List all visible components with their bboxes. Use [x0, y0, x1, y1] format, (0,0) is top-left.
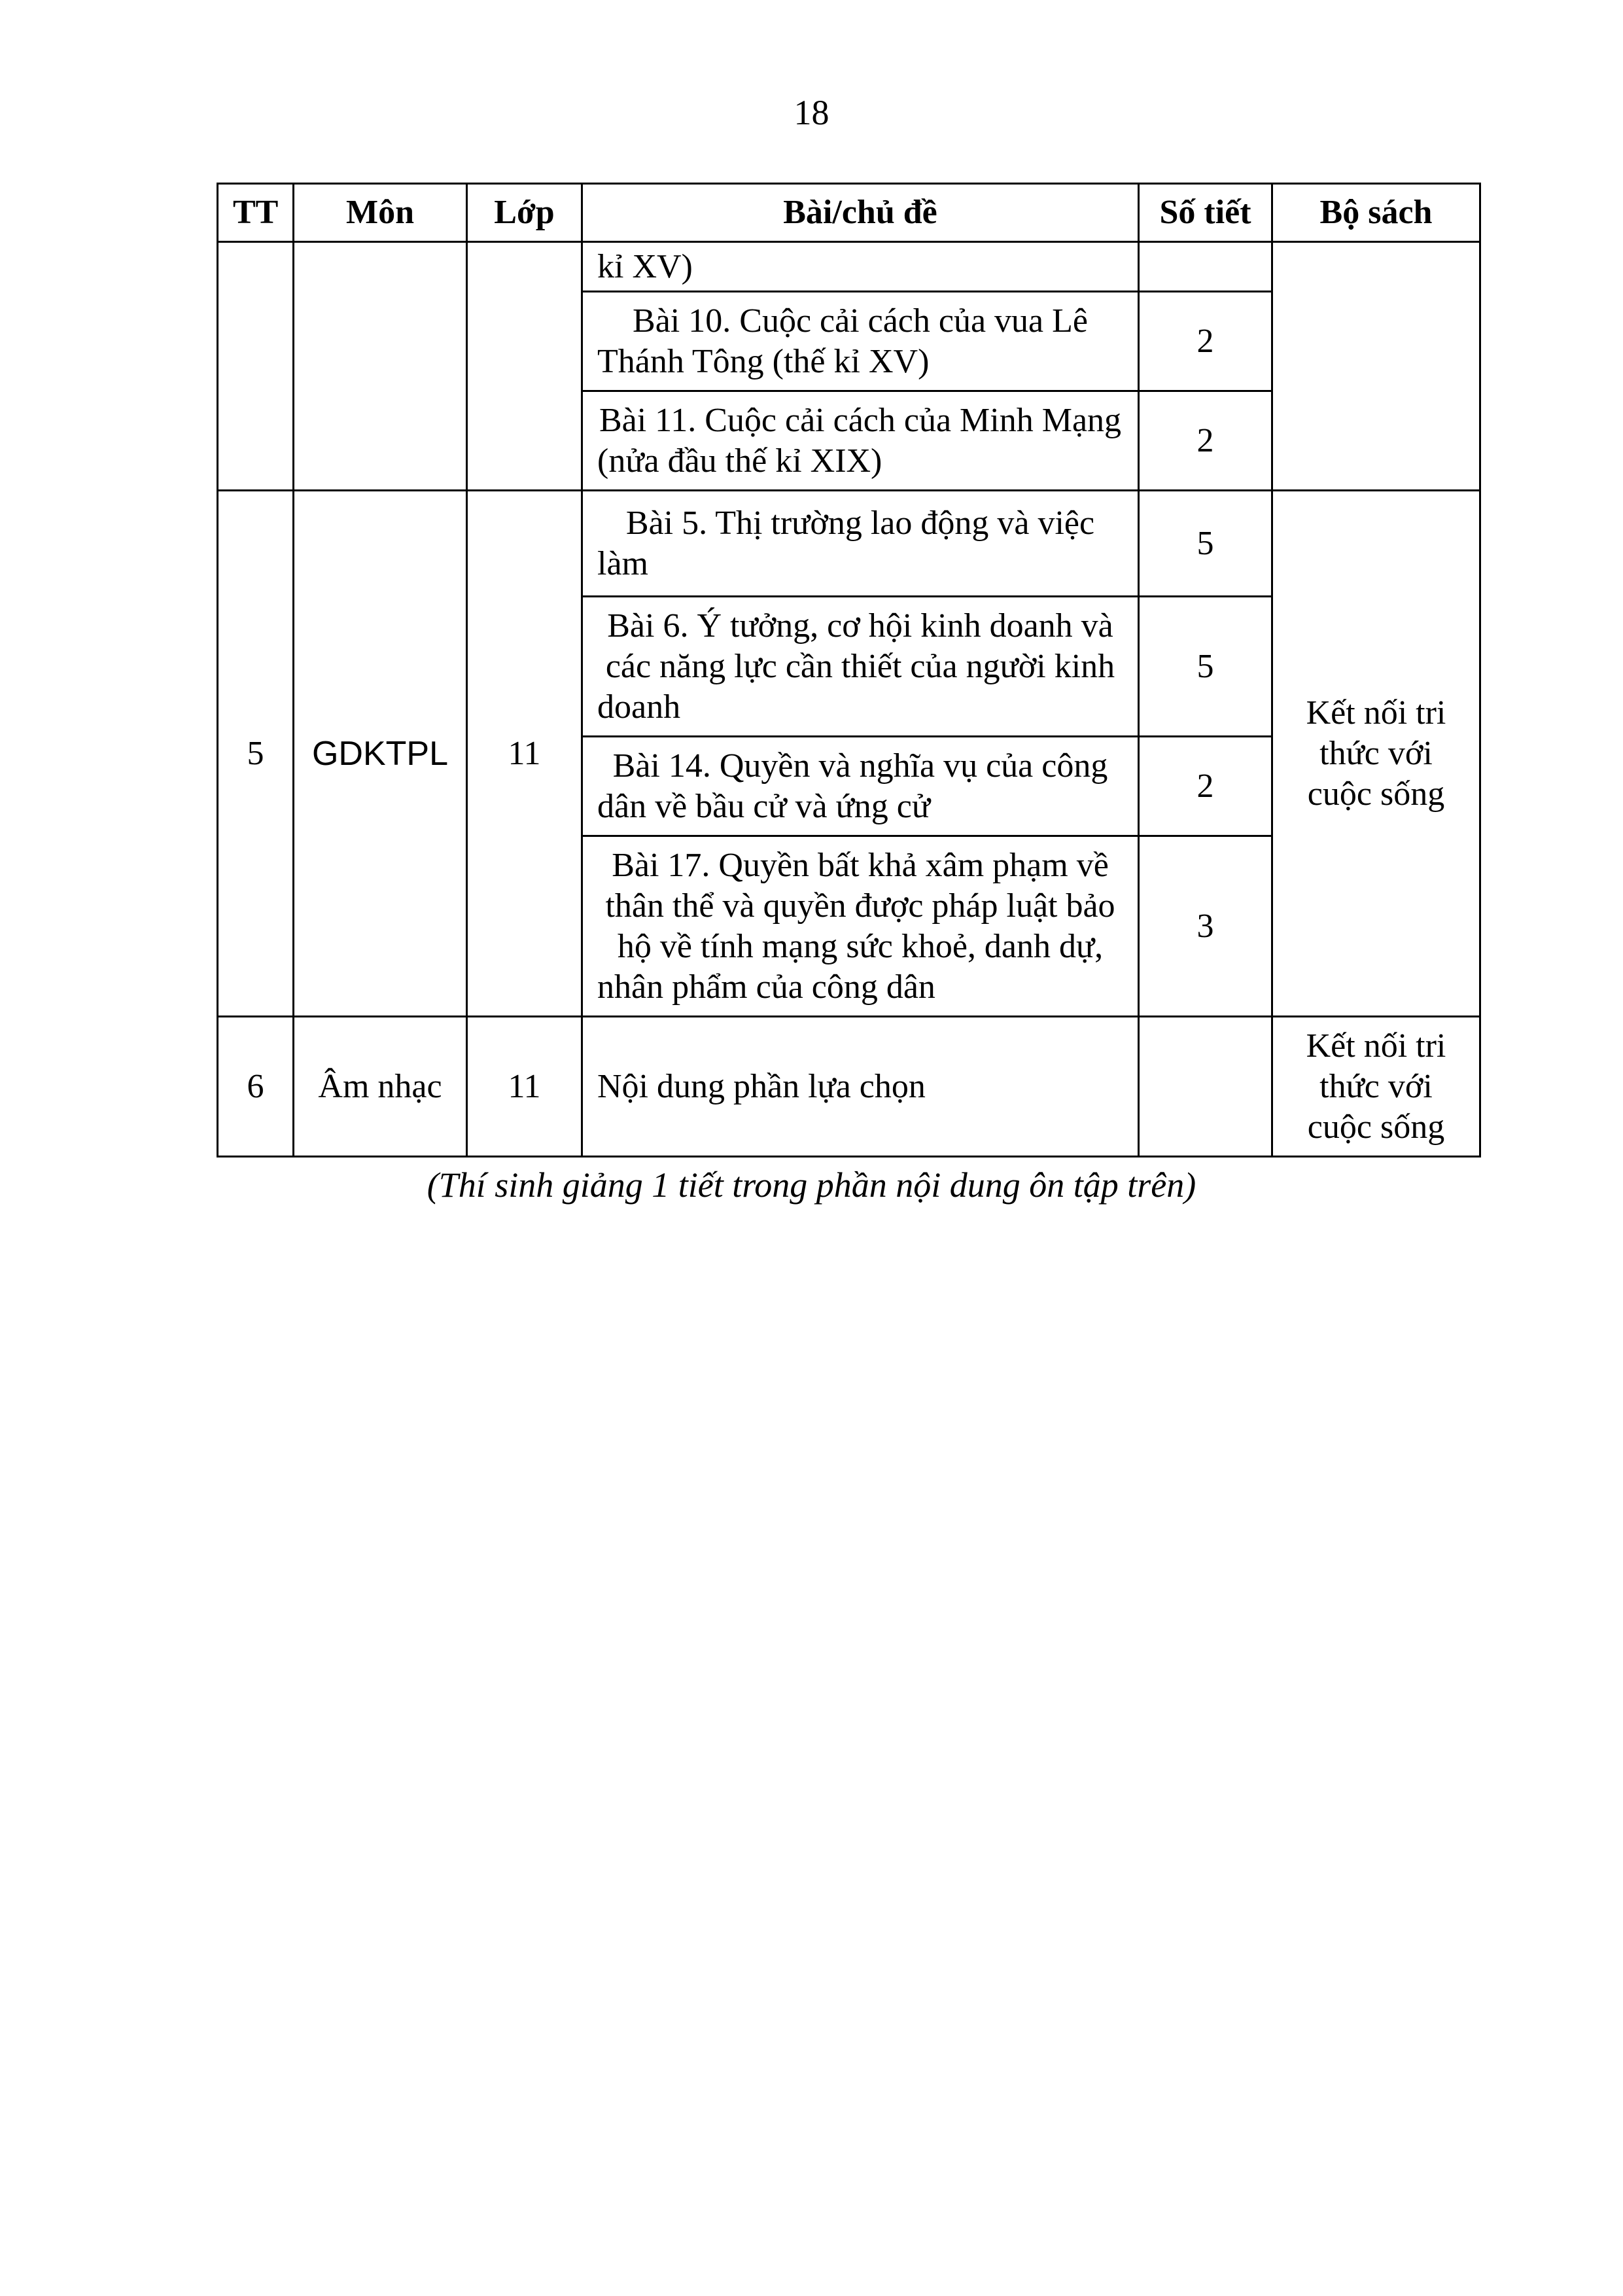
continuation-book-cell — [1272, 242, 1480, 491]
table-header-row — [218, 184, 1480, 242]
header-book: Bộ sách — [1272, 184, 1480, 242]
periods-cell: 5 — [1139, 597, 1272, 737]
lesson-table-container — [217, 183, 1479, 1157]
subject-cell: GDKTPL — [294, 491, 467, 1017]
periods-cell — [1139, 1017, 1272, 1157]
continuation-subject-cell — [294, 242, 467, 491]
grade-cell: 11 — [467, 1017, 582, 1157]
header-periods: Số tiết — [1139, 184, 1272, 242]
page-number: 18 — [794, 93, 829, 132]
periods-cell: 2 — [1139, 391, 1272, 491]
topic-cell: Bài 6. Ý tưởng, cơ hội kinh doanh và các năng lực cần thiết của người kinh doanh — [582, 597, 1139, 737]
topic-cell: Nội dung phần lựa chọn — [582, 1017, 1139, 1157]
periods-cell — [1139, 242, 1272, 292]
tt-cell: 6 — [218, 1017, 294, 1157]
header-subject: Môn — [294, 184, 467, 242]
lesson-table — [217, 183, 1481, 1157]
header-tt: TT — [218, 184, 294, 242]
grade-cell: 11 — [467, 491, 582, 1017]
continuation-tt-cell — [218, 242, 294, 491]
topic-cell: Bài 5. Thị trường lao động và việc làm — [582, 491, 1139, 597]
header-topic: Bài/chủ đề — [582, 184, 1139, 242]
periods-cell: 2 — [1139, 292, 1272, 391]
topic-cell: Bài 17. Quyền bất khả xâm phạm về thân thể và quyền được pháp luật bảo hộ về tính mạng sức khoẻ, danh dự, nhân phẩm của công dân — [582, 836, 1139, 1017]
book-cell: Kết nối tri thức với cuộc sống — [1272, 1017, 1480, 1157]
book-cell: Kết nối tri thức với cuộc sống — [1272, 491, 1480, 1017]
header-grade: Lớp — [467, 184, 582, 242]
periods-cell: 3 — [1139, 836, 1272, 1017]
subject-cell: Âm nhạc — [294, 1017, 467, 1157]
topic-cell: kỉ XV) — [582, 242, 1139, 292]
periods-cell: 2 — [1139, 737, 1272, 836]
continuation-grade-cell — [467, 242, 582, 491]
table-row — [218, 491, 1480, 597]
topic-cell: Bài 10. Cuộc cải cách của vua Lê Thánh Tông (thế kỉ XV) — [582, 292, 1139, 391]
table-row — [218, 242, 1480, 292]
topic-cell: Bài 11. Cuộc cải cách của Minh Mạng (nửa đầu thế kỉ XIX) — [582, 391, 1139, 491]
topic-cell: Bài 14. Quyền và nghĩa vụ của công dân về bầu cử và ứng cử — [582, 737, 1139, 836]
periods-cell: 5 — [1139, 491, 1272, 597]
table-row — [218, 1017, 1480, 1157]
tt-cell: 5 — [218, 491, 294, 1017]
footnote: (Thí sinh giảng 1 tiết trong phần nội dung ôn tập trên) — [427, 1165, 1196, 1205]
